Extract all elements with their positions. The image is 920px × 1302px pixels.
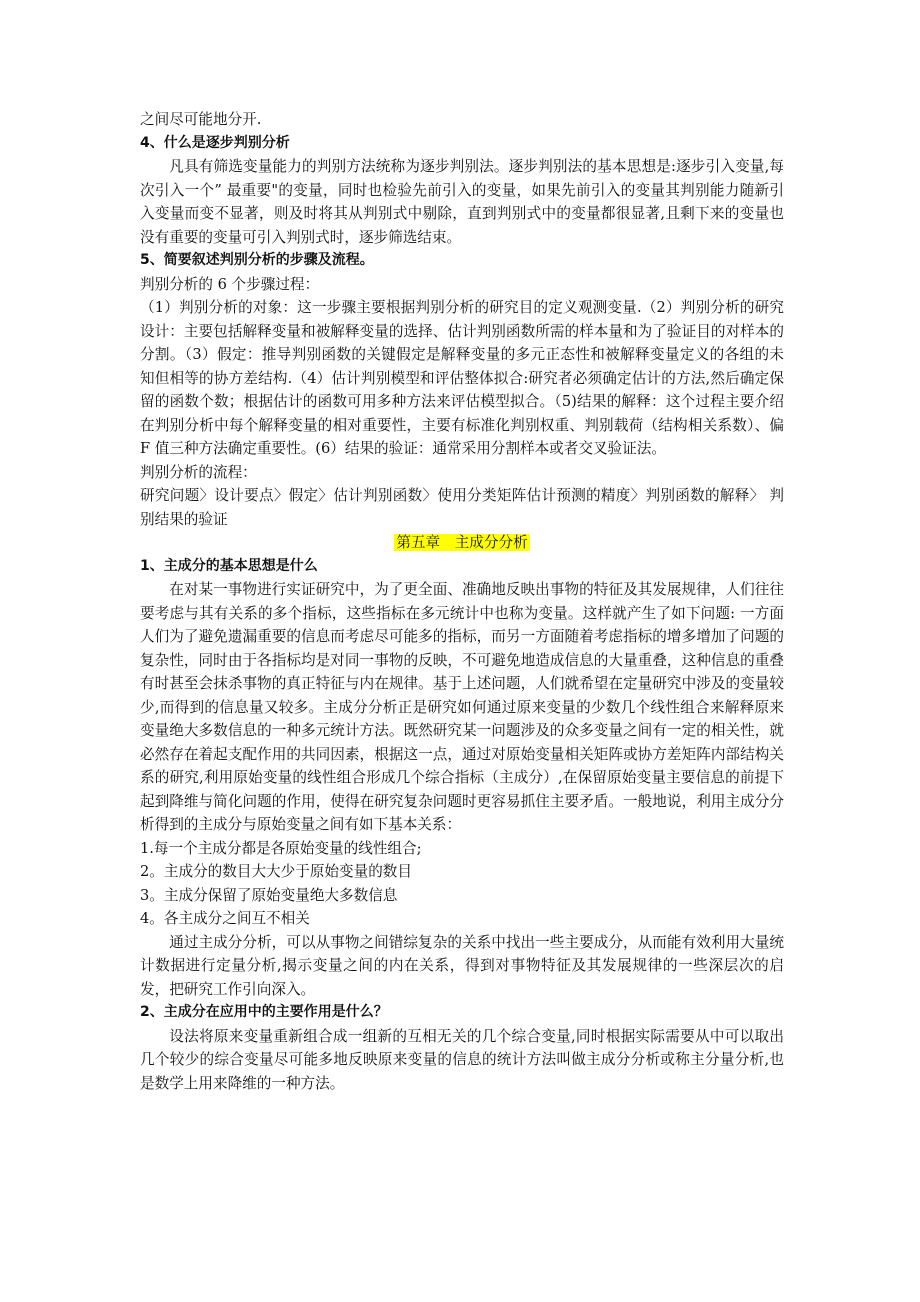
chapter-title [140,531,784,555]
paragraph-flow: 研究问题〉设计要点〉假定〉估计判别函数〉使用分类矩阵估计预测的精度〉判别函数的解释〉 判别结果的验证 [140,487,784,528]
heading-steps-and-flow: 5、简要叙述判别分析的步骤及流程。 [140,252,374,268]
list-item: 3。主成分保留了原始变量绝大多数信息 [140,886,398,904]
document-page [140,108,784,1095]
paragraph-pca-application: 设法将原来变量重新组合成一组新的互相无关的几个综合变量,同时根据实际需要从中可以取出几个较少的综合变量尽可能多地反映原来变量的信息的统计方法叫做主成分分析或称主分量分析,也是数学上用来降维的一种方法。 [140,1027,784,1092]
heading-pca-application: 2、主成分在应用中的主要作用是什么？ [140,1004,388,1020]
list-item: 1.每一个主成分都是各原始变量的线性组合; [140,839,422,857]
paragraph-steps: （1）判别分析的对象：这一步骤主要根据判别分析的研究目的定义观测变量.（2）判别分析的研究设计：主要包括解释变量和被解释变量的选择、估计判别函数所需的样本量和为了验证目的对样本的分割。（3）假定：推导判别函数的关键假定是解释变量的多元正态性和被解释变量定义的各组的未知但相等的协方差结构.（4）估计判别模型和评估整体拟合:研究者必须确定估计的方法,然后确定保留的函数个数；根据估计的函数可用多种方法来评估模型拟合。（5)结果的解释：这个过程主要介绍在判别分析中每个解释变量的相对重要性，主要有标准化判别权重、判别载荷（结构相关系数）、偏 F 值三种方法确定重要性。(6）结果的验证：通常采用分割样本或者交叉验证法。 [140,299,784,457]
list-item: 2。主成分的数目大大少于原始变量的数目 [140,863,412,880]
flow-title: 判别分析的流程： [140,463,257,481]
heading-stepwise-discriminant: 4、什么是逐步判别分析 [140,134,290,151]
chapter-title-highlight: 第五章 主成分分析 [396,534,528,551]
paragraph-stepwise: 凡具有筛选变量能力的判别方法统称为逐步判别法。逐步判别法的基本思想是:逐步引入变量,每次引入一个” 最重要"的变量，同时也检验先前引入的变量，如果先前引入的变量其判别能力随新引入变量而变不显著，则及时将其从判别式中剔除，直到判别式中的变量都很显著,且剩下来的变量也没有重要的变量可引入判别式时，逐步筛选结束。 [140,158,784,246]
paragraph-pca-summary: 通过主成分分析，可以从事物之间错综复杂的关系中找出一些主要成分，从而能有效利用大量统计数据进行定量分析,揭示变量之间的内在关系，得到对事物特征及其发展规律的一些深层次的启发，把研究工作引向深入。 [140,933,784,998]
paragraph-pca-basic-idea: 在对某一事物进行实证研究中，为了更全面、准确地反映出事物的特征及其发展规律，人们往往要考虑与其有关系的多个指标，这些指标在多元统计中也称为变量。这样就产生了如下问题: 一方面人们为了避免遗漏重要的信息而考虑尽可能多的指标，而另一方面随着考虑指标的增多增加了问题的复杂性，同时由于各指标均是对同一事物的反映，不可避免地造成信息的大量重叠，这种信息的重叠有时甚至会抹杀事物的真正特征与内在规律。基于上述问题，人们就希望在定量研究中涉及的变量较少,而得到的信息量又较多。主成分分析正是研究如何通过原来变量的少数几个线性组合来解释原来变量绝大多数信息的一种多元统计方法。既然研究某一问题涉及的众多变量之间有一定的相关性，就必然存在着起支配作用的共同因素，根据这一点，通过对原始变量相关矩阵或协方差矩阵内部结构关系的研究,利用原始变量的线性组合形成几个综合指标（主成分）,在保留原始变量主要信息的前提下起到降维与简化问题的作用，使得在研究复杂问题时更容易抓住主要矛盾。一般地说，利用主成分分析得到的主成分与原始变量之间有如下基本关系： [140,581,784,833]
steps-title: 判别分析的 6 个步骤过程： [140,275,320,293]
paragraph-continuation: 之间尽可能地分开. [140,111,262,128]
list-item: 4。各主成分之间互不相关 [140,910,310,927]
heading-pca-basic-idea: 1、主成分的基本思想是什么 [140,557,318,574]
